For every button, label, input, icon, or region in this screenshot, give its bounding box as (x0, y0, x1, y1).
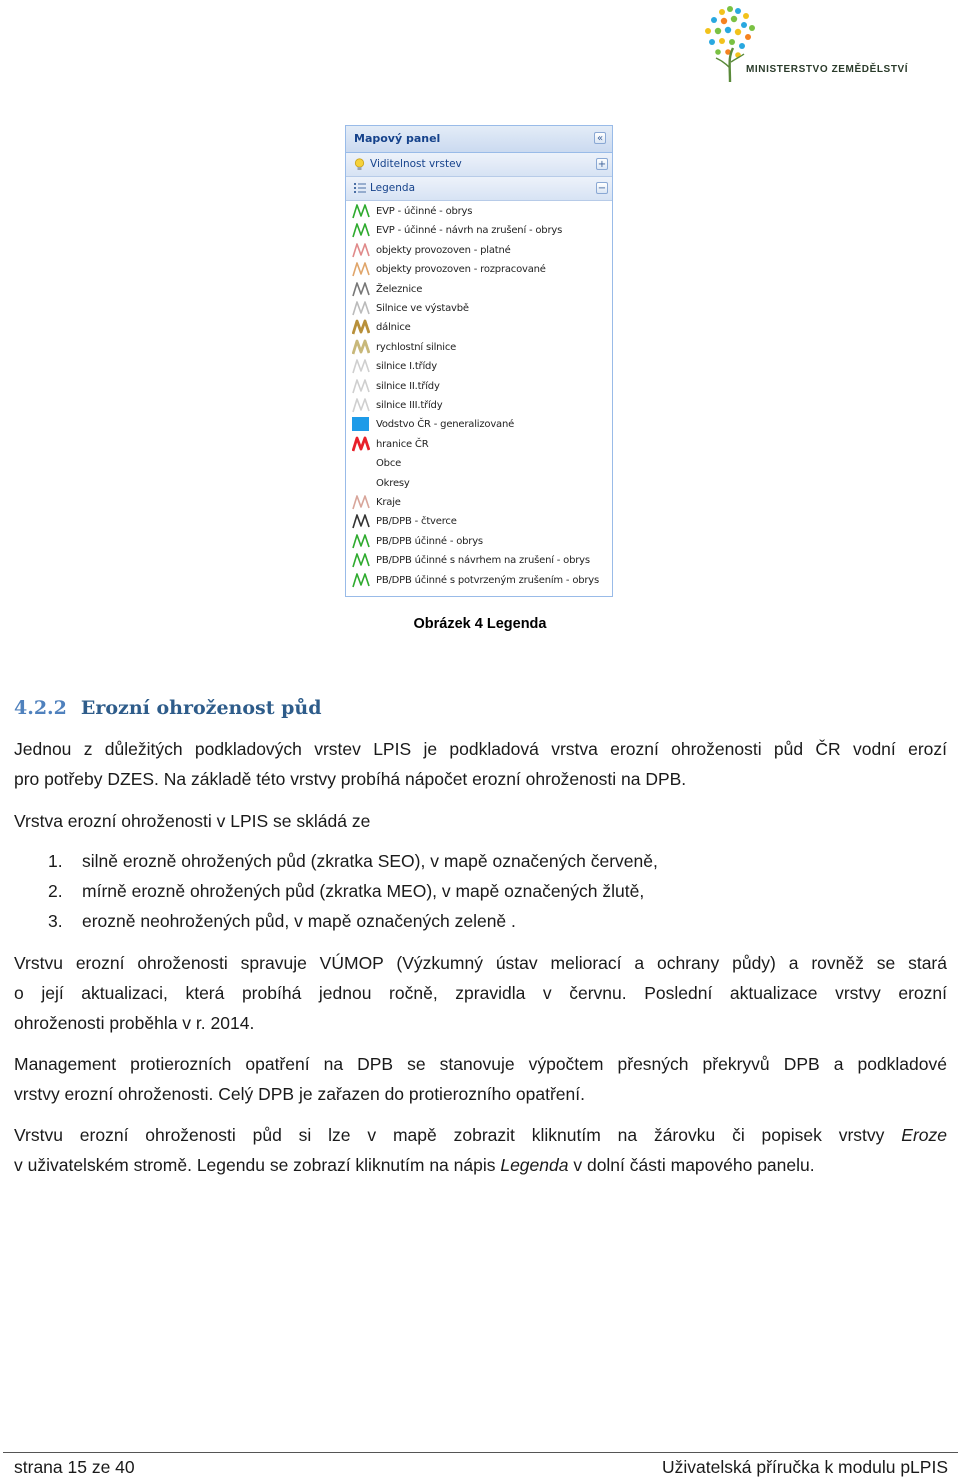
legend-item-label: Kraje (376, 497, 401, 508)
legend-line-icon (352, 222, 370, 238)
paragraph-text: v dolní části mapového panelu. (568, 1155, 815, 1175)
legend-swatch-fill-icon (352, 417, 369, 431)
legend-item-label: Obce (376, 458, 402, 470)
paragraph-2 (14, 806, 947, 836)
figure-caption: Obrázek 4 Legenda (413, 616, 547, 632)
legend-item-label: PB/DPB - čtverce (376, 516, 457, 528)
document-title: Uživatelská příručka k modulu pLPIS (662, 1457, 948, 1477)
legend-line-icon (352, 436, 370, 452)
visibility-label[interactable]: Viditelnost vrstev (370, 158, 462, 170)
list-item (48, 911, 516, 932)
legend-item-label: PB/DPB účinné s návrhem na zrušení - obrys (376, 555, 590, 567)
list-text: silně erozně ohrožených půd (zkratka SEO), v mapě označených červeně, (82, 851, 658, 871)
legend-item-label: objekty provozoven - platné (376, 244, 511, 256)
legend-item-label: PB/DPB účinné s potvrzeným zrušením - obrys (376, 574, 600, 586)
legend-item-label: Silnice ve výstavbě (376, 303, 469, 314)
legend-item-label: PB/DPB účinné - obrys (376, 535, 483, 547)
legend-line-icon (352, 300, 370, 316)
footer-divider (3, 1452, 958, 1453)
legend-line-icon (352, 397, 370, 413)
paragraph-line (14, 1120, 947, 1150)
paragraph-1 (14, 734, 947, 794)
section-heading (14, 697, 322, 719)
paragraph-5 (14, 1120, 947, 1180)
legend-line-icon (352, 358, 370, 374)
ministry-logo (700, 2, 910, 82)
legend-item-label: Okresy (376, 477, 410, 489)
list-text: erozně neohrožených půd, v mapě označených zeleně . (82, 911, 516, 931)
legend-item-label: objekty provozoven - rozpracované (376, 264, 546, 276)
collapse-button[interactable]: − (597, 183, 607, 194)
paragraph-line: Management protierozních opatření na DPB se stanovuje výpočtem přesných překryvů DPB a podkladové (14, 1054, 947, 1074)
legend-line-icon (352, 339, 370, 355)
paragraph-line: vrstvy erozní ohroženosti. Celý DPB je zařazen do protierozního opatření. (14, 1084, 585, 1104)
legend-item-label: rychlostní silnice (376, 341, 457, 353)
list-number: 3. (48, 911, 63, 931)
paragraph-line: ohroženosti proběhla v r. 2014. (14, 1013, 255, 1033)
legend-item-label: silnice II.třídy (376, 380, 440, 392)
map-panel-header (346, 126, 612, 153)
paragraph-line: pro potřeby DZES. Na základě této vrstvy probíhá nápočet erozní ohroženosti na DPB. (14, 769, 687, 789)
legend-line-icon (352, 203, 370, 219)
page-number: strana 15 ze 40 (14, 1457, 135, 1477)
legend-line-icon (352, 513, 370, 529)
legend-item-label: Železnice (376, 283, 423, 295)
paragraph-emphasis: Eroze (901, 1125, 947, 1145)
list-item (48, 881, 644, 902)
legend-item-label: EVP - účinné - obrys (376, 206, 473, 217)
legend-line-icon (352, 261, 370, 277)
double-chevron-left-icon[interactable]: « (594, 132, 606, 144)
map-panel-title: Mapový panel (354, 132, 441, 145)
legend-item-label: Vodstvo ČR - generalizované (376, 419, 515, 431)
legend-item-label: dálnice (376, 322, 411, 334)
legend-line-icon (352, 552, 370, 568)
legend-line-icon (352, 378, 370, 394)
legend-line-icon (352, 533, 370, 549)
list-text: mírně erozně ohrožených půd (zkratka MEO), v mapě označených žlutě, (82, 881, 645, 901)
paragraph-line: Jednou z důležitých podkladových vrstev LPIS je podkladová vrstva erozní ohroženosti půd ČR vodní erozí (14, 739, 947, 759)
paragraph-line (14, 1150, 947, 1180)
section-title: Erozní ohroženost půd (80, 697, 322, 719)
paragraph-4 (14, 1049, 947, 1109)
expand-button[interactable]: + (597, 159, 607, 170)
paragraph-line: o její aktualizaci, která probíhá jednou ročně, zpravidla v červnu. Poslední aktualizace vrstvy erozní (14, 983, 947, 1003)
paragraph-text: v uživatelském stromě. Legendu se zobrazí kliknutím na nápis (14, 1155, 501, 1175)
paragraph-3 (14, 948, 947, 1038)
map-panel (345, 125, 613, 597)
list-number: 1. (48, 851, 63, 871)
legend-item-label: silnice III.třídy (376, 400, 443, 411)
list-number: 2. (48, 881, 63, 901)
paragraph-line: Vrstvu erozní ohroženosti spravuje VÚMOP (Výzkumný ústav meliorací a ochrany půdy) a rovněž se stará (14, 953, 947, 973)
legend-item-label: hranice ČR (376, 438, 429, 450)
legend-item-label: silnice I.třídy (376, 361, 437, 373)
legend-label[interactable]: Legenda (370, 182, 416, 194)
legend-line-icon (352, 572, 370, 588)
legend-line-icon (352, 319, 370, 335)
list-item (48, 851, 658, 872)
legend-line-icon (352, 494, 370, 510)
legend-line-icon (352, 242, 370, 258)
paragraph-line: Vrstva erozní ohroženosti v LPIS se skládá ze (14, 811, 371, 831)
legend-item-label: EVP - účinné - návrh na zrušení - obrys (376, 225, 563, 237)
lightbulb-icon[interactable] (354, 158, 365, 171)
paragraph-emphasis: Legenda (500, 1155, 569, 1175)
list-icon (354, 182, 366, 194)
legend-section[interactable] (346, 177, 612, 201)
legend-line-icon (352, 281, 370, 297)
section-number: 4.2.2 (14, 697, 67, 719)
logo-text: MINISTERSTVO ZEMĚDĚLSTVÍ (746, 64, 909, 75)
paragraph-text: Vrstvu erozní ohroženosti půd si lze v mapě zobrazit kliknutím na žárovku či popisek vrstvy (14, 1125, 902, 1145)
visibility-section[interactable] (346, 153, 612, 177)
